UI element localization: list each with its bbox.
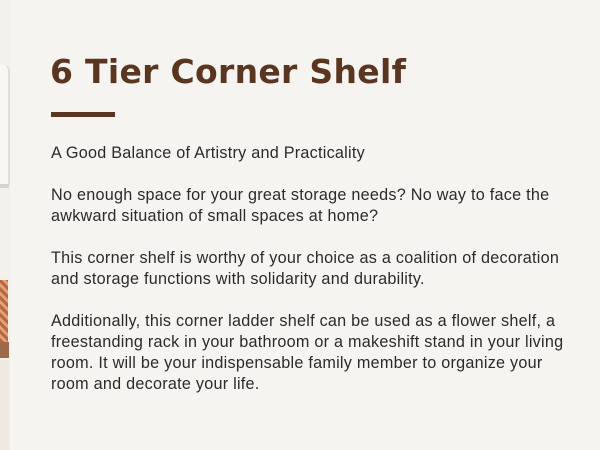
description-paragraph: This corner shelf is worthy of your choice as a coalition of decoration and storage functions with solidarity and durability. [51,249,560,288]
subtitle-text: A Good Balance of Artistry and Practicality [51,144,365,162]
description-body [51,143,581,416]
product-photo-edge [0,0,10,450]
shelf-fragment [0,184,9,188]
description-paragraph: No enough space for your great storage needs? No way to face the awkward situation of small spaces at home? [51,186,550,225]
floor-fragment [0,360,9,450]
wood-fragment [0,342,9,358]
title-underline-rule [51,112,115,117]
product-title: 6 Tier Corner Shelf [50,52,407,91]
window-arch-fragment [0,65,10,185]
patterned-cushion-fragment [0,280,8,342]
description-paragraph: Additionally, this corner ladder shelf can be used as a flower shelf, a freestanding rack in your bathroom or a makeshift stand in your living room. It will be your indispensable family member to organize your room and decorate your life. [51,312,564,393]
